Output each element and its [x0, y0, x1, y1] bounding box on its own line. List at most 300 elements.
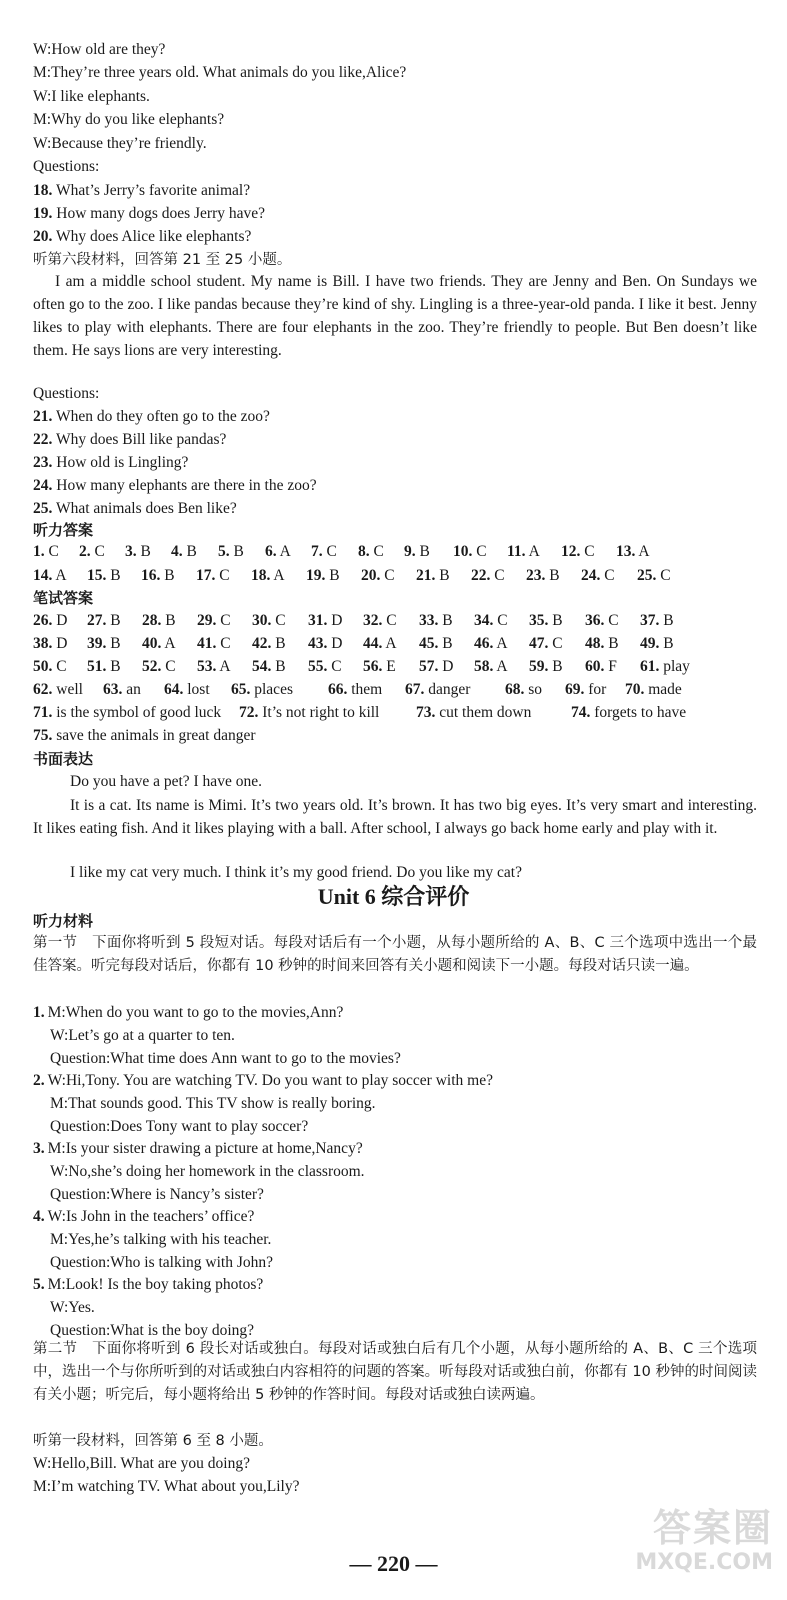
answer-number: 57. — [419, 658, 439, 675]
answer-number: 23. — [526, 567, 546, 584]
dialogue-text: W:Is John in the teachers’ office? — [47, 1208, 255, 1225]
answer-item — [561, 541, 595, 563]
watermark-sub: MXQE.COM — [635, 1550, 773, 1575]
answer-item — [87, 565, 121, 587]
answer-number: 71. — [33, 704, 53, 721]
answer-value: A — [385, 635, 397, 652]
answer-value: B — [186, 543, 197, 560]
dialogue-text: W:Hi,Tony. You are watching TV. Do you want to play soccer with me? — [47, 1072, 493, 1089]
answer-number: 74. — [571, 704, 591, 721]
answer-number: 69. — [565, 681, 585, 698]
answer-value: D — [442, 658, 454, 675]
dialogue-line: M:Why do you like elephants? — [33, 111, 225, 128]
answer-number: 6. — [265, 543, 277, 560]
answer-number: 56. — [363, 658, 383, 675]
answer-value: D — [331, 612, 343, 629]
answer-item — [308, 610, 342, 632]
questions-label: Questions: — [33, 385, 100, 402]
question-text: What animals does Ben like? — [52, 500, 237, 517]
answer-value: C — [94, 543, 105, 560]
answer-item — [640, 656, 690, 678]
section-title: 笔试答案 — [33, 589, 94, 607]
answer-item — [33, 633, 67, 655]
dialogue-line: M:I’m watching TV. What about you,Lily? — [33, 1478, 300, 1495]
answer-item — [252, 610, 286, 632]
answer-item — [474, 656, 508, 678]
unit-title: Unit 6 综合评价 — [317, 884, 470, 909]
answer-number: 26. — [33, 612, 53, 629]
question-line — [33, 452, 757, 474]
answer-value: C — [494, 567, 505, 584]
answer-number: 5. — [218, 543, 230, 560]
answer-item — [197, 656, 231, 678]
answer-item — [33, 610, 67, 632]
answer-item — [265, 541, 291, 563]
answer-number: 41. — [197, 635, 217, 652]
watermark-main: 答案圈 — [652, 1506, 773, 1550]
answer-item — [218, 541, 244, 563]
answer-item — [33, 702, 221, 724]
question-text: How many dogs does Jerry have? — [52, 205, 266, 222]
question-number: 19. — [33, 205, 53, 222]
answer-number: 37. — [640, 612, 660, 629]
answer-item — [141, 565, 175, 587]
answer-item — [571, 702, 686, 724]
answer-number: 9. — [404, 543, 416, 560]
dialogue-text: M:Is your sister drawing a picture at home,Nancy? — [47, 1140, 363, 1157]
dialogue-line: W:Yes. — [50, 1299, 95, 1316]
answer-number: 32. — [363, 612, 383, 629]
answer-number: 36. — [585, 612, 605, 629]
answer-value: B — [329, 567, 340, 584]
answer-value: B — [110, 612, 121, 629]
answer-item — [311, 541, 337, 563]
answer-value: B — [275, 635, 286, 652]
dialogue-line: W:Hello,Bill. What are you doing? — [33, 1455, 250, 1472]
question-number: 23. — [33, 454, 53, 471]
question-line — [33, 498, 757, 520]
answer-value: B — [663, 635, 674, 652]
dialogue-line: W:No,she’s doing her homework in the classroom. — [50, 1163, 365, 1180]
answer-value: C — [220, 635, 231, 652]
answer-value: C — [476, 543, 487, 560]
answer-item — [196, 565, 230, 587]
dialogue-line: W:I like elephants. — [33, 88, 150, 105]
answer-value: B — [110, 658, 121, 675]
answer-number: 51. — [87, 658, 107, 675]
dialogue-number: 1. — [33, 1004, 45, 1021]
answer-number: 2. — [79, 543, 91, 560]
answer-row — [33, 610, 757, 632]
answer-item — [197, 610, 231, 632]
answer-item — [142, 656, 176, 678]
answer-number: 58. — [474, 658, 494, 675]
answer-value: A — [219, 658, 231, 675]
answer-number: 45. — [419, 635, 439, 652]
answer-number: 17. — [196, 567, 216, 584]
instructions-paragraph: 第一节 下面你将听到 5 段短对话。每段对话后有一个小题，从每小题所给的 A、B、C 三个选项中选出一个最佳答案。听完每段对话后，你都有 10 秒钟的时间来回答有关小题和阅读下一小题。每段对话只读一遍。 — [33, 935, 757, 974]
dialogue-line: Questions: — [33, 158, 100, 175]
answer-value: C — [660, 567, 671, 584]
answer-item — [419, 656, 453, 678]
answer-number: 24. — [581, 567, 601, 584]
answer-value: made — [648, 681, 682, 698]
answer-item — [308, 656, 342, 678]
dialogue-first-line — [33, 1002, 757, 1024]
answer-value: C — [56, 658, 67, 675]
answer-value: C — [219, 567, 230, 584]
answer-number: 72. — [239, 704, 259, 721]
answer-row — [33, 702, 757, 724]
answer-value: B — [164, 567, 175, 584]
answer-value: B — [552, 658, 563, 675]
answer-item — [79, 541, 105, 563]
answer-number: 48. — [585, 635, 605, 652]
answer-number: 12. — [561, 543, 581, 560]
answer-item — [363, 610, 397, 632]
answer-value: A — [273, 567, 285, 584]
answer-row — [33, 725, 757, 747]
answer-value: A — [496, 658, 508, 675]
dialogue-line: W:Let’s go at a quarter to ten. — [50, 1027, 235, 1044]
answer-item — [416, 565, 450, 587]
answer-number: 42. — [252, 635, 272, 652]
answer-value: A — [496, 635, 508, 652]
answer-value: A — [55, 567, 67, 584]
answer-number: 25. — [637, 567, 657, 584]
answer-item — [474, 633, 508, 655]
answer-item — [125, 541, 151, 563]
passage-paragraph: I am a middle school student. My name is Bill. I have two friends. They are Jenny and Ben. On Sundays we often go to the zoo. I like pandas because they’re kind of shy. Lingling is a three-year-old panda. I like it best. Jenny likes to play with elephants. There are four elephants in the zoo. They’re friendly to people. But Ben doesn’t like them. He says lions are very interesting. — [33, 273, 757, 359]
answer-value: D — [56, 635, 68, 652]
essay-paragraph: I like my cat very much. I think it’s my good friend. Do you like my cat? — [70, 864, 522, 881]
answer-item — [308, 633, 342, 655]
answer-number: 55. — [308, 658, 328, 675]
answer-value: play — [663, 658, 690, 675]
answer-value: B — [442, 612, 453, 629]
question-number: 24. — [33, 477, 53, 494]
answer-item — [419, 633, 453, 655]
answer-item — [231, 679, 293, 701]
answer-number: 29. — [197, 612, 217, 629]
answer-value: B — [110, 635, 121, 652]
watermark-logo — [583, 1506, 773, 1586]
answer-item — [640, 633, 674, 655]
answer-value: B — [419, 543, 430, 560]
answer-item — [505, 679, 542, 701]
answer-number: 8. — [358, 543, 370, 560]
section-heading: 听第一段材料，回答第 6 至 8 小题。 — [33, 1433, 273, 1449]
answer-value: F — [608, 658, 617, 675]
answer-value: well — [56, 681, 83, 698]
question-number: 22. — [33, 431, 53, 448]
answer-number: 60. — [585, 658, 605, 675]
answer-item — [526, 565, 560, 587]
answer-number: 43. — [308, 635, 328, 652]
dialogue-number: 3. — [33, 1140, 45, 1157]
answer-item — [197, 633, 231, 655]
answer-row — [33, 656, 757, 678]
answer-value: C — [604, 567, 615, 584]
answer-item — [585, 656, 617, 678]
answer-value: them — [351, 681, 383, 698]
answer-item — [33, 656, 67, 678]
answer-value: B — [439, 567, 450, 584]
answer-value: C — [373, 543, 384, 560]
answer-value: D — [56, 612, 68, 629]
section-title: 听力材料 — [33, 912, 94, 930]
answer-number: 53. — [197, 658, 217, 675]
question-line — [33, 226, 757, 248]
answer-item — [33, 565, 67, 587]
answer-number: 65. — [231, 681, 251, 698]
question-text: Why does Alice like elephants? — [52, 228, 252, 245]
answer-number: 30. — [252, 612, 272, 629]
answer-value: so — [528, 681, 543, 698]
answer-item — [637, 565, 671, 587]
answer-item — [361, 565, 395, 587]
answer-number: 66. — [328, 681, 348, 698]
dialogue-line: M:That sounds good. This TV show is really boring. — [50, 1095, 376, 1112]
answer-number: 73. — [416, 704, 436, 721]
answer-item — [471, 565, 505, 587]
answer-number: 75. — [33, 727, 53, 744]
answer-value: forgets to have — [594, 704, 687, 721]
dialogue-first-line — [33, 1274, 757, 1296]
answer-item — [142, 610, 176, 632]
answer-row — [33, 541, 757, 563]
answer-value: save the animals in great danger — [56, 727, 256, 744]
answer-number: 3. — [125, 543, 137, 560]
answer-number: 62. — [33, 681, 53, 698]
dialogue-line: Question:Does Tony want to play soccer? — [50, 1118, 309, 1135]
page-number: — 220 — — [349, 1551, 438, 1576]
answer-number: 15. — [87, 567, 107, 584]
answer-item — [585, 633, 619, 655]
answer-number: 4. — [171, 543, 183, 560]
answer-number: 33. — [419, 612, 439, 629]
answer-number: 54. — [252, 658, 272, 675]
answer-number: 21. — [416, 567, 436, 584]
answer-item — [328, 679, 382, 701]
answer-item — [507, 541, 540, 563]
answer-number: 52. — [142, 658, 162, 675]
answer-item — [251, 565, 285, 587]
answer-number: 39. — [87, 635, 107, 652]
answer-value: B — [110, 567, 121, 584]
essay-paragraph: Do you have a pet? I have one. — [70, 773, 262, 790]
answer-number: 18. — [251, 567, 271, 584]
answer-item — [585, 610, 619, 632]
answer-value: B — [549, 567, 560, 584]
answer-number: 28. — [142, 612, 162, 629]
question-line — [33, 429, 757, 451]
answer-number: 61. — [640, 658, 660, 675]
answer-row — [33, 679, 757, 701]
dialogue-first-line — [33, 1138, 757, 1160]
answer-item — [616, 541, 650, 563]
answer-value: A — [638, 543, 650, 560]
answer-value: C — [220, 612, 231, 629]
dialogue-line: Question:Who is talking with John? — [50, 1254, 274, 1271]
answer-value: for — [588, 681, 607, 698]
dialogue-line: M:They’re three years old. What animals do you like,Alice? — [33, 64, 407, 81]
question-text: When do they often go to the zoo? — [52, 408, 270, 425]
answer-item — [87, 656, 121, 678]
answer-number: 34. — [474, 612, 494, 629]
answer-value: A — [528, 543, 540, 560]
question-text: How many elephants are there in the zoo? — [52, 477, 317, 494]
answer-value: It’s not right to kill — [262, 704, 380, 721]
answer-number: 64. — [164, 681, 184, 698]
answer-number: 10. — [453, 543, 473, 560]
answer-value: A — [279, 543, 291, 560]
answer-row — [33, 565, 757, 587]
answer-value: A — [164, 635, 176, 652]
answer-number: 47. — [529, 635, 549, 652]
answer-value: D — [331, 635, 343, 652]
answer-item — [581, 565, 615, 587]
answer-item — [358, 541, 384, 563]
answer-item — [33, 725, 256, 747]
answer-item — [171, 541, 197, 563]
dialogue-first-line — [33, 1206, 757, 1228]
answer-number: 38. — [33, 635, 53, 652]
answer-item — [474, 610, 508, 632]
answer-item — [87, 610, 121, 632]
answer-number: 22. — [471, 567, 491, 584]
answer-number: 11. — [507, 543, 526, 560]
question-number: 18. — [33, 182, 53, 199]
answer-value: an — [126, 681, 141, 698]
instructions-paragraph: 第二节 下面你将听到 6 段长对话或独白。每段对话或独白后有几个小题，从每小题所给的 A、B、C 三个选项中，选出一个与你所听到的对话或独白内容相符的问题的答案。听每段对话或独白前，你都有 10 秒钟的时间阅读有关小题；听完后，每小题将给出 5 秒钟的作答时间。每段对话或独白读两遍。 — [33, 1341, 757, 1403]
answer-item — [87, 633, 121, 655]
answer-value: C — [326, 543, 337, 560]
answer-item — [252, 656, 286, 678]
answer-item — [363, 656, 396, 678]
answer-row — [33, 633, 757, 655]
answer-item — [640, 610, 674, 632]
answer-item — [529, 610, 563, 632]
dialogue-number: 4. — [33, 1208, 45, 1225]
answer-number: 63. — [103, 681, 123, 698]
answer-value: C — [608, 612, 619, 629]
answer-number: 44. — [363, 635, 383, 652]
answer-value: C — [165, 658, 176, 675]
answer-value: B — [608, 635, 619, 652]
answer-item — [565, 679, 606, 701]
answer-item — [453, 541, 487, 563]
essay-paragraph: It is a cat. Its name is Mimi. It’s two years old. It’s brown. It has two big eyes. It’s very smart and interesting. It likes eating fish. And it likes playing with a ball. After school, I always go back home early and play with it. — [33, 797, 757, 837]
answer-value: B — [140, 543, 151, 560]
dialogue-number: 5. — [33, 1276, 45, 1293]
answer-value: C — [331, 658, 342, 675]
question-line — [33, 475, 757, 497]
answer-value: B — [165, 612, 176, 629]
answer-item — [33, 541, 59, 563]
dialogue-first-line — [33, 1070, 757, 1092]
dialogue-line: Question:What is the boy doing? — [50, 1322, 255, 1339]
answer-item — [33, 679, 83, 701]
question-number: 25. — [33, 500, 53, 517]
answer-number: 20. — [361, 567, 381, 584]
question-line — [33, 203, 757, 225]
answer-number: 16. — [141, 567, 161, 584]
answer-value: C — [584, 543, 595, 560]
question-number: 21. — [33, 408, 53, 425]
dialogue-line: Question:Where is Nancy’s sister? — [50, 1186, 264, 1203]
answer-item — [529, 633, 563, 655]
answer-item — [239, 702, 379, 724]
answer-value: E — [386, 658, 396, 675]
answer-value: places — [254, 681, 293, 698]
answer-item — [416, 702, 531, 724]
answer-number: 27. — [87, 612, 107, 629]
answer-item — [363, 633, 397, 655]
dialogue-text: M:When do you want to go to the movies,Ann? — [47, 1004, 344, 1021]
answer-item — [419, 610, 453, 632]
answer-number: 40. — [142, 635, 162, 652]
dialogue-text: M:Look! Is the boy taking photos? — [47, 1276, 264, 1293]
answer-value: B — [663, 612, 674, 629]
answer-value: B — [442, 635, 453, 652]
answer-number: 1. — [33, 543, 45, 560]
answer-number: 50. — [33, 658, 53, 675]
dialogue-line: W:Because they’re friendly. — [33, 135, 207, 152]
question-number: 20. — [33, 228, 53, 245]
dialogue-line: M:Yes,he’s talking with his teacher. — [50, 1231, 272, 1248]
answer-item — [164, 679, 210, 701]
answer-number: 70. — [625, 681, 645, 698]
section-title: 书面表达 — [33, 750, 94, 768]
answer-number: 67. — [405, 681, 425, 698]
answer-value: danger — [428, 681, 471, 698]
section-title: 听力答案 — [33, 521, 94, 539]
answer-item — [405, 679, 470, 701]
answer-item — [142, 633, 176, 655]
answer-number: 14. — [33, 567, 53, 584]
answer-number: 68. — [505, 681, 525, 698]
answer-value: B — [233, 543, 244, 560]
answer-number: 7. — [311, 543, 323, 560]
answer-value: cut them down — [439, 704, 532, 721]
question-text: Why does Bill like pandas? — [52, 431, 227, 448]
answer-number: 49. — [640, 635, 660, 652]
dialogue-number: 2. — [33, 1072, 45, 1089]
answer-item — [306, 565, 340, 587]
answer-value: C — [384, 567, 395, 584]
answer-value: C — [275, 612, 286, 629]
answer-item — [252, 633, 286, 655]
answer-item — [103, 679, 141, 701]
answer-value: C — [386, 612, 397, 629]
answer-value: C — [48, 543, 59, 560]
section-heading: 听第六段材料，回答第 21 至 25 小题。 — [33, 252, 292, 268]
answer-number: 13. — [616, 543, 636, 560]
answer-item — [404, 541, 430, 563]
answer-number: 46. — [474, 635, 494, 652]
answer-number: 59. — [529, 658, 549, 675]
answer-value: lost — [187, 681, 210, 698]
answer-value: is the symbol of good luck — [56, 704, 222, 721]
dialogue-line: W:How old are they? — [33, 41, 166, 58]
question-line — [33, 406, 757, 428]
answer-number: 19. — [306, 567, 326, 584]
answer-value: B — [275, 658, 286, 675]
question-line — [33, 180, 757, 202]
dialogue-line: Question:What time does Ann want to go to the movies? — [50, 1050, 401, 1067]
question-text: How old is Lingling? — [52, 454, 189, 471]
